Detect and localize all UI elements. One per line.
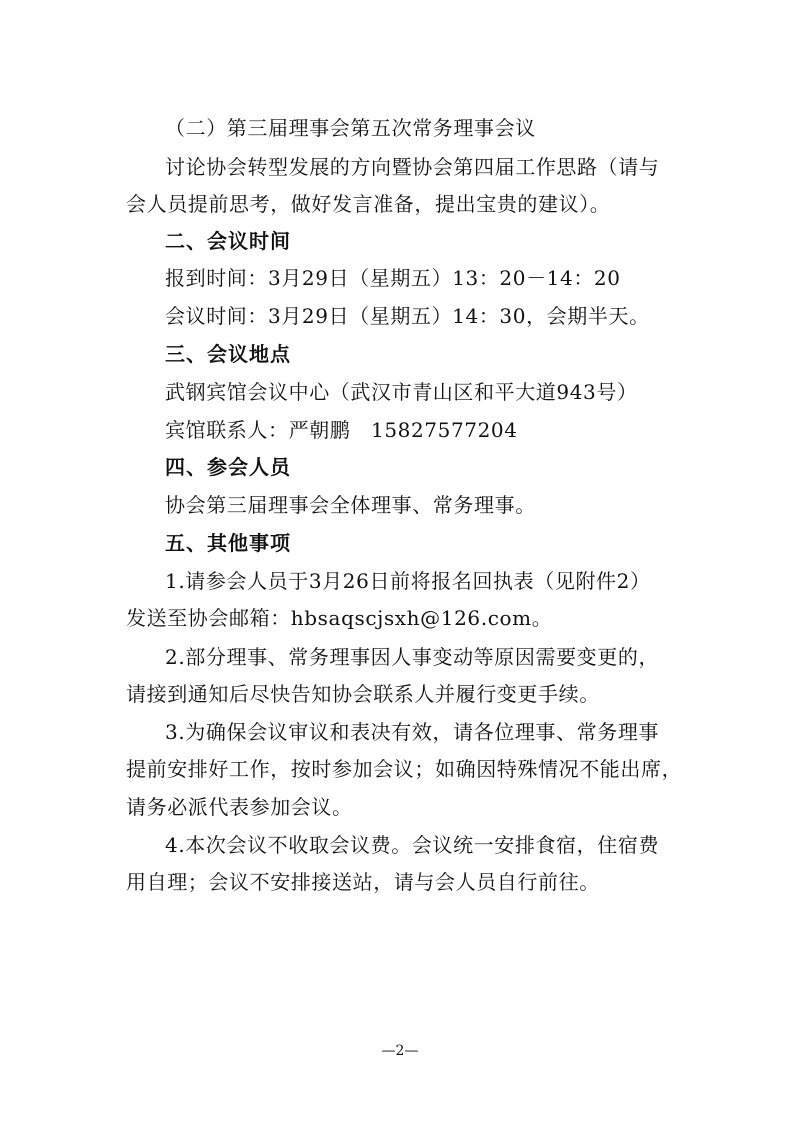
registration-time: 报到时间：3月29日（星期五）13：20－14：20 [165,266,621,290]
item-1-email-line: 发送至协会邮箱：hbsaqscjsxh@126.com。 [126,606,553,630]
item-3-line: 提前安排好工作，按时参加会议；如确因特殊情况不能出席， [126,757,683,781]
item-2-line: 2.部分理事、常务理事因人事变动等原因需要变更的， [165,645,660,669]
meeting-time: 会议时间：3月29日（星期五）14：30，会期半天。 [165,304,650,328]
paragraph-line: 讨论协会转型发展的方向暨协会第四届工作思路（请与 [165,155,660,179]
page-number: —2— [381,1043,419,1059]
item-3-line: 3.为确保会议审议和表决有效，请各位理事、常务理事 [165,720,660,744]
item-1-line: 1.请参会人员于3月26日前将报名回执表（见附件2） [165,569,651,593]
item-4-line: 用自理；会议不安排接送站，请与会人员自行前往。 [126,870,600,894]
section-heading-other-matters: 五、其他事项 [165,531,291,555]
section-heading-meeting-time: 二、会议时间 [165,229,291,253]
section-heading-meeting-location: 三、会议地点 [165,342,291,366]
section-heading-attendees: 四、参会人员 [165,455,291,479]
item-2-line: 请接到通知后尽快告知协会联系人并履行变更手续。 [126,682,600,706]
subsection-title-standing-council: （二）第三届理事会第五次常务理事会议 [165,116,536,140]
hotel-contact: 宾馆联系人：严朝鹏 15827577204 [165,418,518,442]
item-4-line: 4.本次会议不收取会议费。会议统一安排食宿，住宿费 [165,833,660,857]
paragraph-line: 会人员提前思考，做好发言准备，提出宝贵的建议）。 [126,192,611,216]
meeting-location: 武钢宾馆会议中心（武汉市青山区和平大道943号） [165,380,638,404]
item-3-line: 请务必派代表参加会议。 [126,795,353,819]
attendees: 协会第三届理事会全体理事、常务理事。 [165,493,536,517]
